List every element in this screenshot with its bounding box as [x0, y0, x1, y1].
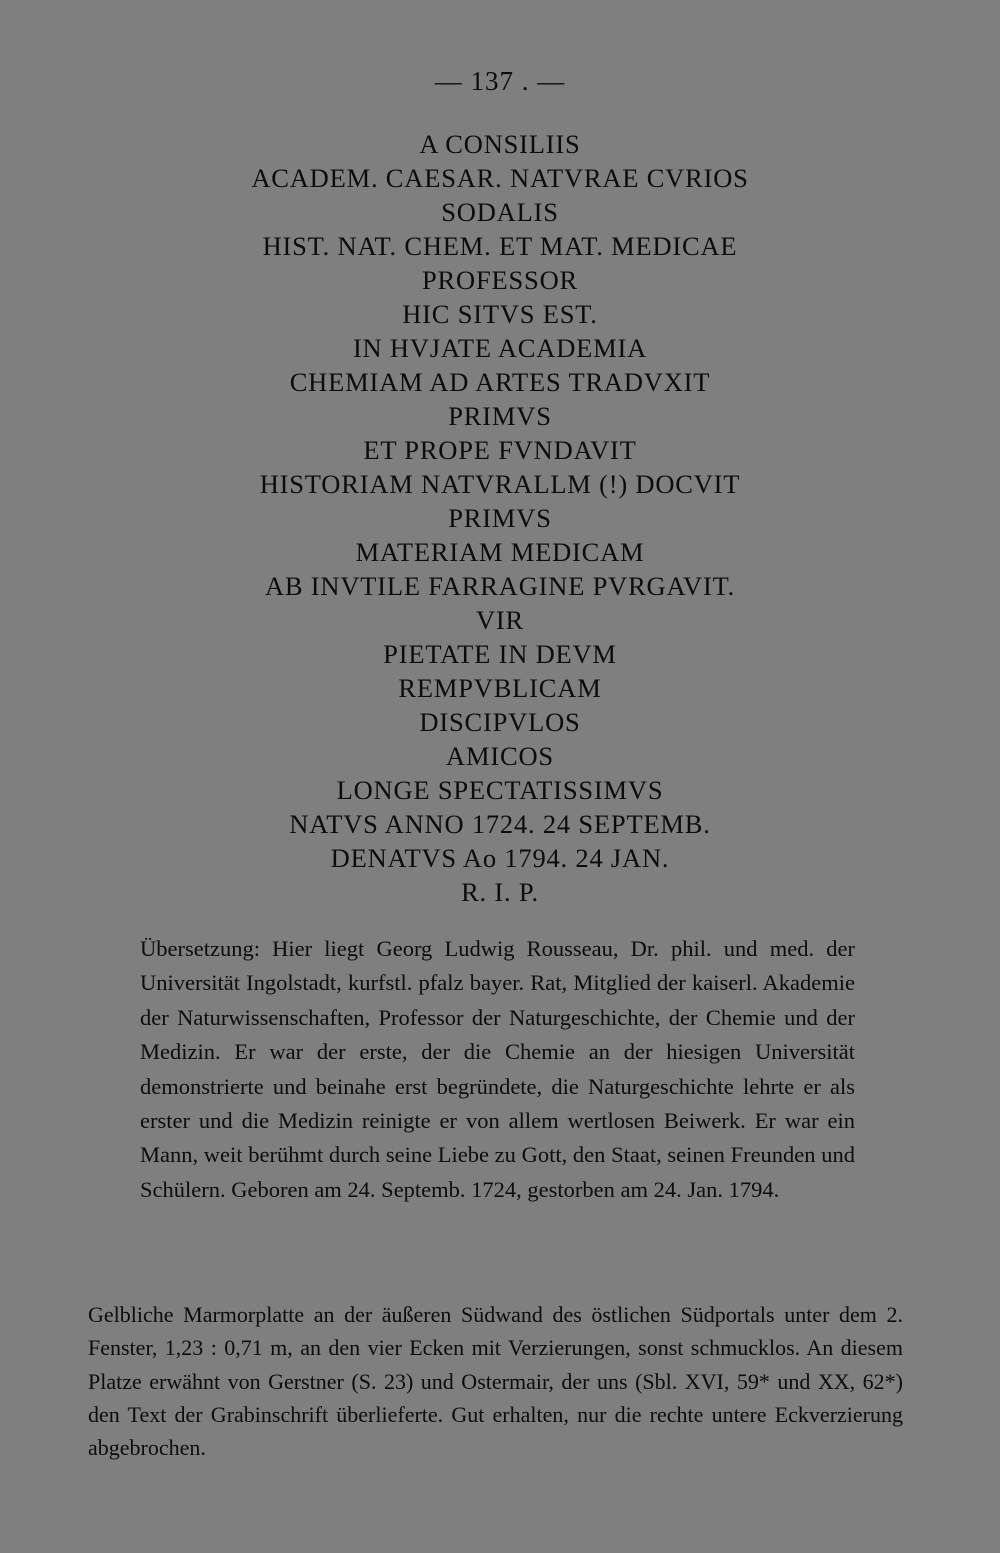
inscription-line: HIC SITVS EST.: [402, 299, 598, 329]
inscription-line: MATERIAM MEDICAM: [355, 537, 645, 567]
inscription-line: ET PROPE FVNDAVIT: [363, 435, 637, 465]
page-number: — 137 . —: [434, 66, 566, 96]
inscription-line: IN HVJATE ACADEMIA: [352, 333, 648, 363]
inscription-line: NATVS ANNO 1724. 24 SEPTEMB.: [289, 809, 711, 839]
inscription-line: PRIMVS: [448, 503, 552, 533]
inscription-line: PROFESSOR: [422, 265, 578, 295]
inscription-line: HISTORIAM NATVRALLM (!) DOCVIT: [259, 469, 741, 499]
inscription-line: CHEMIAM AD ARTES TRADVXIT: [289, 367, 711, 397]
inscription-line: AMICOS: [446, 741, 554, 771]
inscription-line: HIST. NAT. CHEM. ET MAT. MEDICAE: [262, 231, 738, 261]
inscription-line: AB INVTILE FARRAGINE PVRGAVIT.: [264, 571, 736, 601]
inscription-line: REMPVBLICAM: [398, 673, 602, 703]
inscription-line: DISCIPVLOS: [419, 707, 581, 737]
inscription-line: VIR: [475, 605, 525, 635]
inscription-line: PIETATE IN DEVM: [383, 639, 617, 669]
epitaph-inscription: [0, 127, 1000, 909]
inscription-line: A CONSILIIS: [419, 129, 581, 159]
inscription-line: ACADEM. CAESAR. NATVRAE CVRIOS: [251, 163, 749, 193]
translation-paragraph: Übersetzung: Hier liegt Georg Ludwig Rousseau, Dr. phil. und med. der Universität Ingolstadt, kurfstl. pfalz bayer. Rat, Mitglied der kaiserl. Akademie der Naturwissenschaften, Professor der Naturgeschichte, der Chemie und der Medizin. Er war der erste, der die Chemie an der hiesigen Universität demonstrierte und beinahe erst begründete, die Naturgeschichte lehrte er als erster und die Medizin reinigte er von allem wertlosen Beiwerk. Er war ein Mann, weit berühmt durch seine Liebe zu Gott, den Staat, seinen Freunden und Schülern. Geboren am 24. Septemb. 1724, gestorben am 24. Jan. 1794.: [140, 936, 855, 1202]
inscription-line: SODALIS: [441, 197, 559, 227]
inscription-line: PRIMVS: [448, 401, 552, 431]
inscription-line: LONGE SPECTATISSIMVS: [336, 775, 664, 805]
inscription-line: DENATVS Ao 1794. 24 JAN.: [330, 843, 670, 873]
description-note: Gelbliche Marmorplatte an der äußeren Südwand des östlichen Südportals unter dem 2. Fenster, 1,23 : 0,71 m, an den vier Ecken mit Verzierungen, sonst schmucklos. An diesem Platze erwähnt von Gerstner (S. 23) und Ostermair, der uns (Sbl. XVI, 59* und XX, 62*) den Text der Grabinschrift überlieferte. Gut erhalten, nur die rechte untere Eckverzierung abgebrochen.: [88, 1302, 903, 1461]
inscription-line: R. I. P.: [461, 877, 539, 907]
